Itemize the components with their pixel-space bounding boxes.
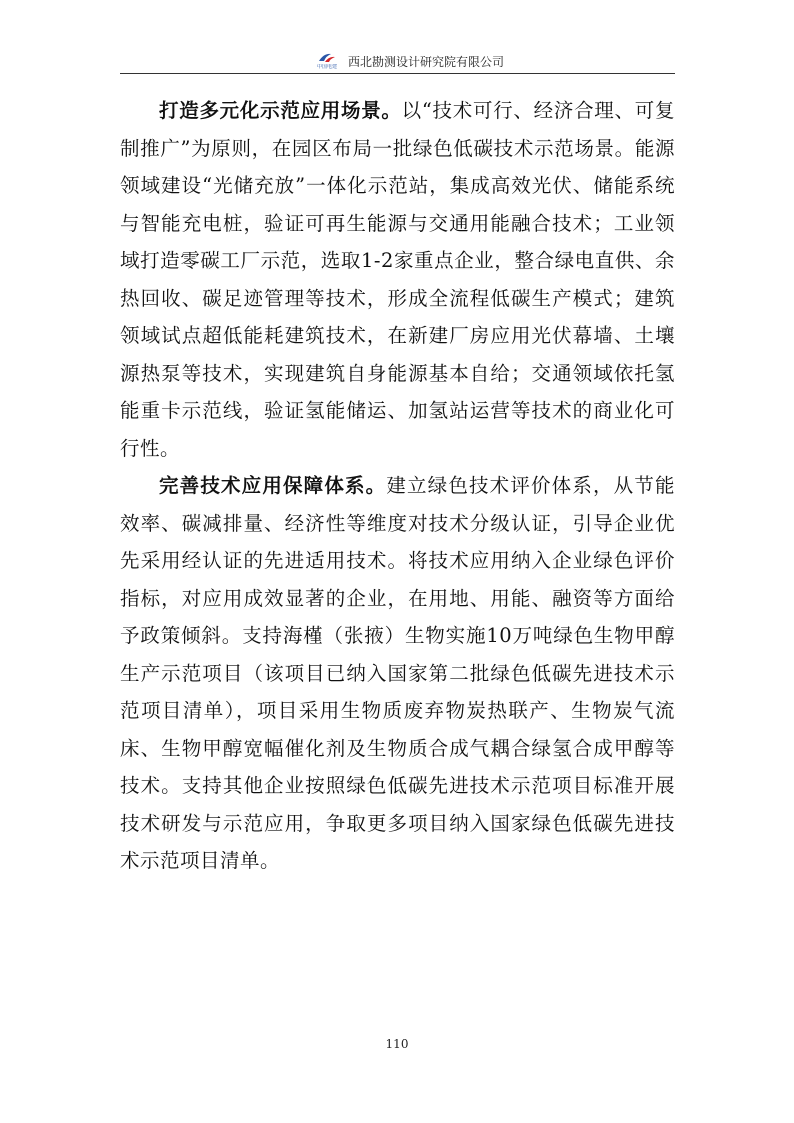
header-divider: [120, 73, 675, 74]
header-title: 西北勘测设计研究院有限公司: [348, 55, 505, 69]
page-number: 110: [385, 1037, 409, 1051]
logo-mark-icon: [318, 52, 336, 64]
paragraph-heading: 打造多元化示范应用场景。: [159, 99, 402, 122]
paragraph-heading: 完善技术应用保障体系。: [159, 474, 387, 497]
company-logo: [308, 52, 346, 72]
paragraph-support-system: [120, 467, 675, 880]
paragraph-text: 建立绿色技术评价体系，从节能效率、碳减排量、经济性等维度对技术分级认证，引导企业优先采用经认证的先进适用技术。将技术应用纳入企业绿色评价指标，对应用成效显著的企业，在用地、用能、融资等方面给予政策倾斜。支持海槿（张掖）生物实施10万吨绿色生物甲醇生产示范项目（该项目已纳入国家第二批绿色低碳先进技术示范项目清单），项目采用生物质废弃物炭热联产、生物炭气流床、生物甲醇宽幅催化剂及生物质合成气耦合绿氢合成甲醇等技术。支持其他企业按照绿色低碳先进技术示范项目标准开展技术研发与示范应用，争取更多项目纳入国家绿色低碳先进技术示范项目清单。: [120, 474, 675, 872]
document-body: [120, 92, 675, 880]
paragraph-text: 以“技术可行、经济合理、可复制推广”为原则，在园区布局一批绿色低碳技术示范场景。能源领域建设“光储充放”一体化示范站，集成高效光伏、储能系统与智能充电桩，验证可再生能源与交通用能融合技术；工业领域打造零碳工厂示范，选取1-2家重点企业，整合绿电直供、余热回收、碳足迹管理等技术，形成全流程低碳生产模式；建筑领域试点超低能耗建筑技术，在新建厂房应用光伏幕墙、土壤源热泵等技术，实现建筑自身能源基本自给；交通领域依托氢能重卡示范线，验证氢能储运、加氢站运营等技术的商业化可行性。: [120, 99, 675, 460]
logo-text: 中国电建: [316, 64, 337, 70]
paragraph-demo-scenarios: [120, 92, 675, 467]
page-header: [120, 48, 675, 74]
